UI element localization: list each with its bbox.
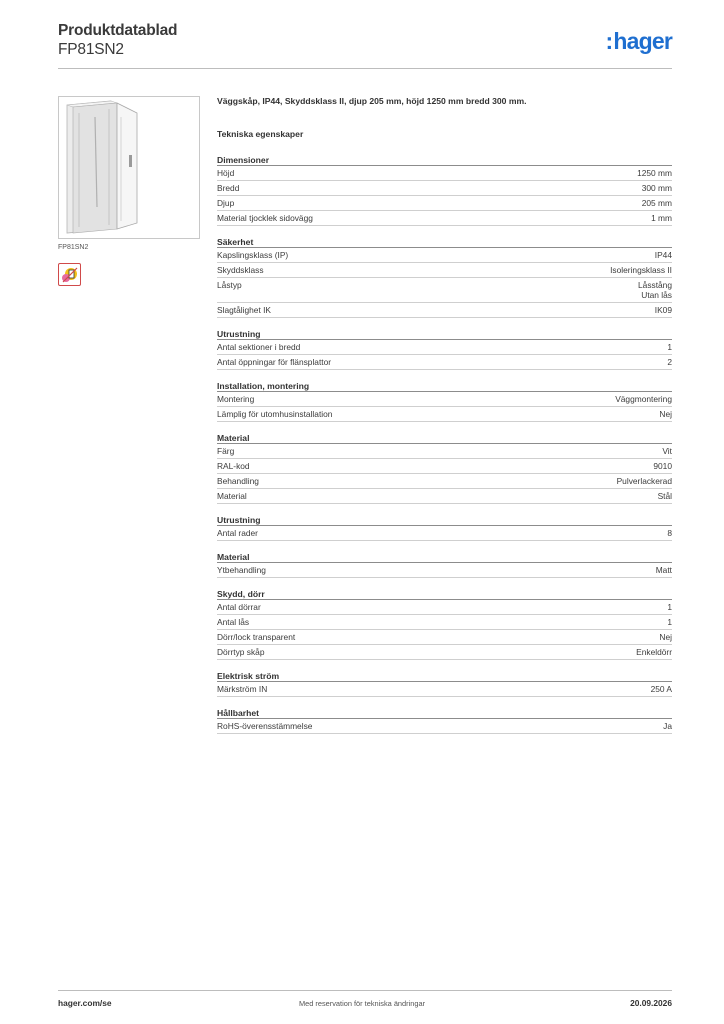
spec-row [217,459,672,474]
spec-row [217,166,672,181]
spec-row [217,719,672,734]
spec-value: 1 mm [651,213,672,223]
spec-value: IP44 [654,250,672,260]
footer-website[interactable]: hager.com/se [58,998,112,1008]
spec-label: Material [217,491,247,501]
section-title: Säkerhet [217,236,672,248]
spec-label: Slagtålighet IK [217,305,272,315]
spec-label: Material tjocklek sidovägg [217,213,313,223]
footer-divider [58,990,672,991]
spec-value: Ja [663,721,672,731]
spec-label: Antal rader [217,528,258,538]
spec-row [217,682,672,697]
spec-label: Kapslingsklass (IP) [217,250,289,260]
spec-row [217,211,672,226]
product-code: FP81SN2 [58,41,124,58]
spec-row [217,645,672,660]
spec-row [217,196,672,211]
spec-label: Ytbehandling [217,565,266,575]
product-image [58,96,200,239]
spec-label: Antal sektioner i bredd [217,342,301,352]
spec-section [217,588,672,660]
spec-row [217,340,672,355]
section-title: Dimensioner [217,154,672,166]
section-title: Material [217,551,672,563]
image-caption: FP81SN2 [58,244,89,251]
spec-value: Stål [657,491,672,501]
section-title: Hållbarhet [217,707,672,719]
section-title: Utrustning [217,328,672,340]
spec-value: Pulverlackerad [616,476,672,486]
spec-label: Höjd [217,168,235,178]
spec-row [217,526,672,541]
spec-value: IK09 [654,305,672,315]
section-title: Skydd, dörr [217,588,672,600]
cabinet-illustration [59,97,199,238]
specification-sections [217,154,672,734]
hager-logo [606,28,673,55]
spec-section [217,328,672,370]
spec-value: 205 mm [641,198,672,208]
spec-row [217,600,672,615]
product-details [217,96,672,734]
spec-row [217,474,672,489]
spec-row [217,278,672,303]
technical-properties-heading: Tekniska egenskaper [217,129,304,139]
spec-section [217,514,672,541]
spec-value: 1250 mm [637,168,672,178]
spec-label: RoHS-överensstämmelse [217,721,313,731]
spec-value: 8 [667,528,672,538]
spec-row [217,615,672,630]
spec-value: Matt [655,565,672,575]
section-title: Elektrisk ström [217,670,672,682]
section-title: Utrustning [217,514,672,526]
logo-text: hager [613,28,672,54]
spec-row [217,263,672,278]
spec-value: 1 [667,602,672,612]
spec-label: Antal öppningar för flänsplattor [217,357,332,367]
spec-label: Antal lås [217,617,250,627]
spec-label: Lämplig för utomhusinstallation [217,409,333,419]
spec-row [217,248,672,263]
spec-value: 1 [667,617,672,627]
spec-label: Bredd [217,183,240,193]
spec-value: 2 [667,357,672,367]
spec-label: Behandling [217,476,259,486]
spec-row [217,355,672,370]
spec-value: 250 A [650,684,672,694]
spec-section [217,380,672,422]
spec-value: Nej [659,409,672,419]
spec-row [217,489,672,504]
spec-section [217,551,672,578]
spec-value: Låsstång Utan lås [638,280,672,300]
logo-mark: : [605,28,613,54]
spec-label: Antal dörrar [217,602,261,612]
spec-row [217,630,672,645]
spec-label: Djup [217,198,235,208]
spec-section [217,154,672,226]
spec-row [217,303,672,318]
section-title: Material [217,432,672,444]
spec-value: Enkeldörr [636,647,672,657]
spec-label: Skyddsklass [217,265,264,275]
badge-glyph [59,264,80,285]
page-header [58,22,672,59]
halogen-free-icon [58,263,81,286]
spec-value: Väggmontering [615,394,672,404]
spec-label: RAL-kod [217,461,250,471]
spec-value: 9010 [653,461,672,471]
spec-label: Dörr/lock transparent [217,632,296,642]
spec-section [217,236,672,318]
spec-value: Nej [659,632,672,642]
spec-value: 1 [667,342,672,352]
footer-disclaimer: Med reservation för tekniska ändringar [298,999,426,1008]
spec-row [217,444,672,459]
spec-label: Märkström IN [217,684,268,694]
spec-row [217,392,672,407]
spec-value: Vit [662,446,672,456]
spec-section [217,670,672,697]
spec-row [217,407,672,422]
page-title: Produktdatablad [58,22,178,39]
footer-date: 20.09.2026 [630,998,672,1008]
spec-section [217,707,672,734]
spec-value: Isoleringsklass II [610,265,672,275]
spec-label: Låstyp [217,280,242,290]
spec-section [217,432,672,504]
spec-row [217,181,672,196]
spec-value: 300 mm [641,183,672,193]
spec-label: Montering [217,394,255,404]
section-title: Installation, montering [217,380,672,392]
product-description: Väggskåp, IP44, Skyddsklass II, djup 205 mm, höjd 1250 mm bredd 300 mm. [217,96,527,106]
spec-label: Färg [217,446,235,456]
header-divider [58,68,672,69]
spec-row [217,563,672,578]
spec-label: Dörrtyp skåp [217,647,265,657]
